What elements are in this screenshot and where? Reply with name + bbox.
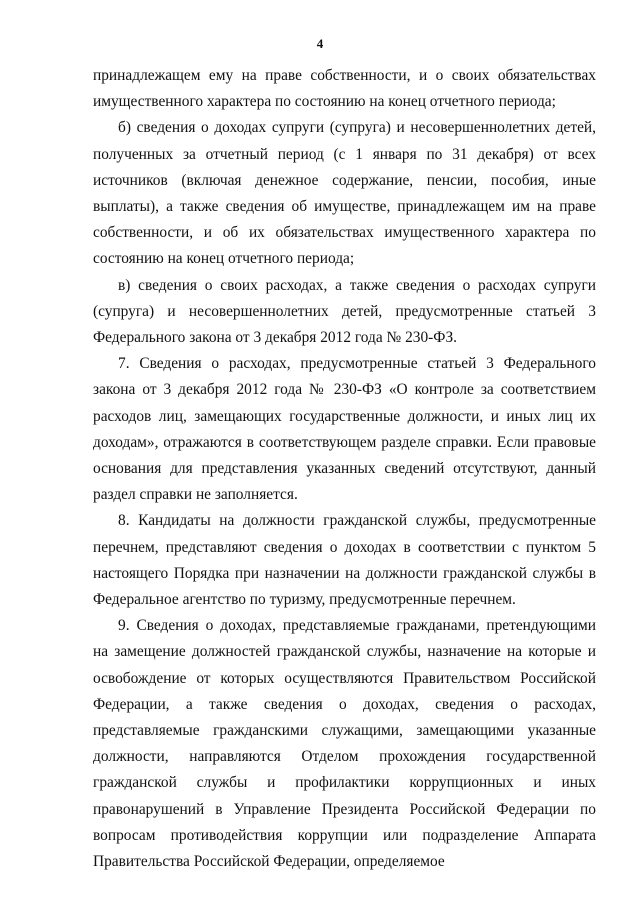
paragraph-continuation: принадлежащем ему на праве собственности, и о своих обязательствах имущественного характера по состоянию на конец отчетного периода;: [93, 67, 596, 111]
page-number: 4: [316, 36, 324, 51]
paragraph-item-b: б) сведения о доходах супруги (супруга) и несовершеннолетних детей, полученных за отчетный период (с 1 января по 31 декабря) от всех источников (включая денежное содержание, пенсии, пособия, иные выплаты), а также сведения об имуществе, принадлежащем им на праве собственности, и об их обязательствах имущественного характера по состоянию на конец отчетного периода;: [93, 119, 596, 268]
paragraph-7: 7. Сведения о расходах, предусмотренные статьей 3 Федерального закона от 3 декабря 2012 года № 230-ФЗ «О контроле за соответствием расходов лиц, замещающих государственные должности, и иных лиц их доходам», отражаются в соответствующем разделе справки. Если правовые основания для представления указанных сведений отсутствуют, данный раздел справки не заполняется.: [93, 355, 596, 504]
paragraph-9: 9. Сведения о доходах, представляемые гражданами, претендующими на замещение должностей гражданской службы, назначение на которые и освобождение от которых осуществляются Правительством Российской Федерации, а также сведения о доходах, сведения о расходах, представляемые гражданскими служащими, замещающими указанные должности, направляются Отделом прохождения государственной гражданской службы и профилактики коррупционных и иных правонарушений в Управление Президента Российской Федерации по вопросам противодействия коррупции или подразделение Аппарата Правительства Российской Федерации, определяемое: [93, 617, 596, 871]
body-text: [93, 63, 596, 875]
paragraph-8: 8. Кандидаты на должности гражданской службы, предусмотренные перечнем, представляют сведения о доходах в соответствии с пунктом 5 настоящего Порядка при назначении на должности гражданской службы в Федеральное агентство по туризму, предусмотренные перечнем.: [93, 512, 596, 609]
paragraph-item-v: в) сведения о своих расходах, а также сведения о расходах супруги (супруга) и несовершеннолетних детей, предусмотренные статьей 3 Федерального закона от 3 декабря 2012 года № 230-ФЗ.: [93, 276, 596, 347]
